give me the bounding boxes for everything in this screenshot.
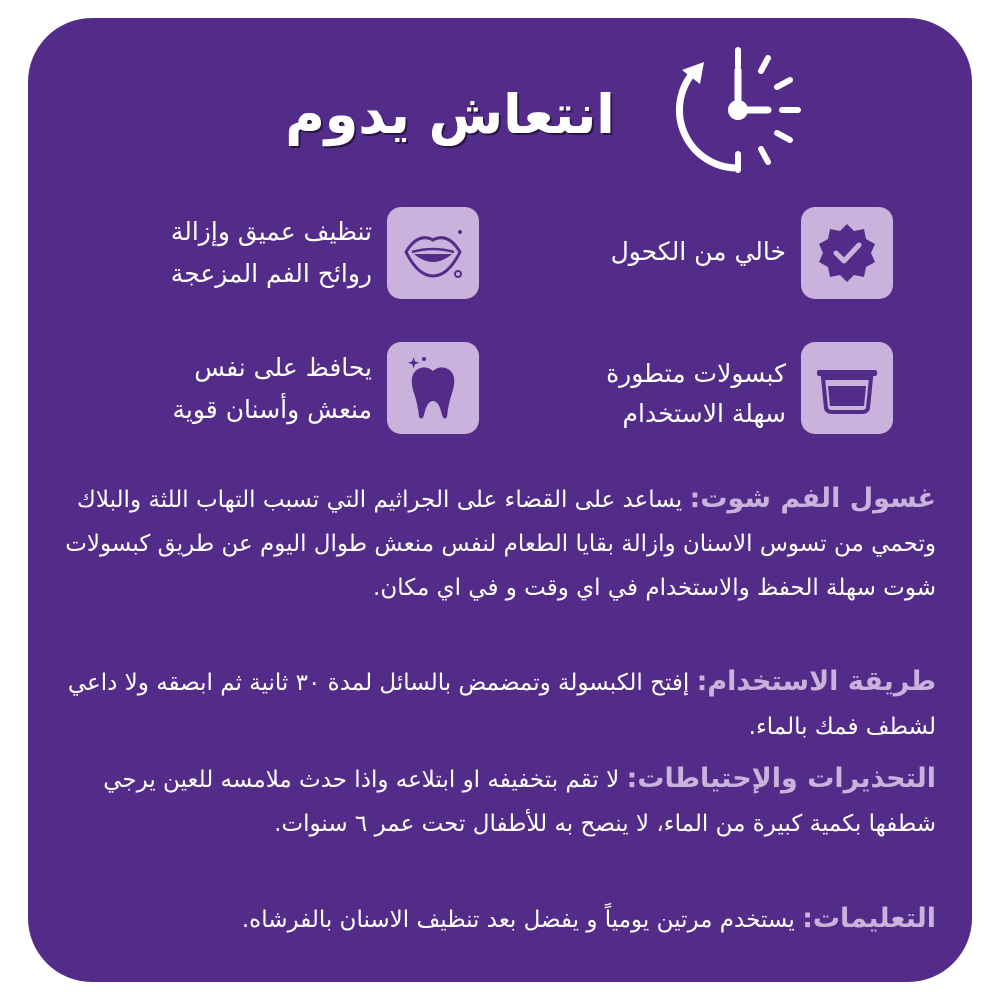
capsule-icon-box [801,342,893,434]
usage-section [64,660,936,749]
warnings-heading: التحذيرات والإحتياطات: [626,763,936,794]
tooth-icon-box [387,342,479,434]
capsules-line2: سهلة الاستخدام [622,399,786,428]
usage-body: إفتح الكبسولة وتمضمض بالسائل لمدة ٣٠ ثانية ثم ابصقه ولا داعي لشطف فمك بالماء. [67,670,936,740]
instructions-heading: التعليمات: [802,903,936,934]
mouth-icon [398,218,468,288]
description-section [64,477,936,610]
badge-check-icon [814,220,880,286]
clock-icon [668,40,808,180]
warnings-section [64,757,936,846]
fresh-breath-line2: منعش وأسنان قوية [172,395,372,424]
deep-clean-line2: روائح الفم المزعجة [170,259,372,288]
alcohol-free-label: خالي من الكحول [610,237,786,266]
deep-clean-line1: تنظيف عميق وإزالة [170,217,372,246]
instructions-body: يستخدم مرتين يومياً و يفضل بعد تنظيف الاسنان بالفرشاه. [241,907,803,933]
usage-heading: طريقة الاستخدام: [696,666,936,697]
fresh-breath-line1: يحافظ على نفس [194,353,372,382]
badge-icon-box [801,207,893,299]
warnings-body: لا تقم بتخفيفه او ابتلاعه واذا حدث ملامسه للعين يرجي شطفها بكمية كبيرة من الماء، لا ينصح به للأطفال تحت عمر ٦ سنوات. [103,767,936,837]
tooth-icon [402,353,464,423]
instructions-section [64,897,936,942]
description-body: يساعد على القضاء على الجراثيم التي تسبب التهاب اللثة والبلاك وتحمي من تسوس الاسنان وازالة بقايا الطعام لنفس منعش طوال اليوم عن طريق كبسولات شوت سهلة الحفظ والاستخدام في اي وقت و في اي مكان. [65,487,936,601]
capsules-line1: كبسولات متطورة [606,359,786,388]
description-heading: غسول الفم شوت: [689,483,936,514]
capsule-icon [814,360,880,416]
mouth-icon-box [387,207,479,299]
page-title: انتعاش يدوم [285,83,615,146]
